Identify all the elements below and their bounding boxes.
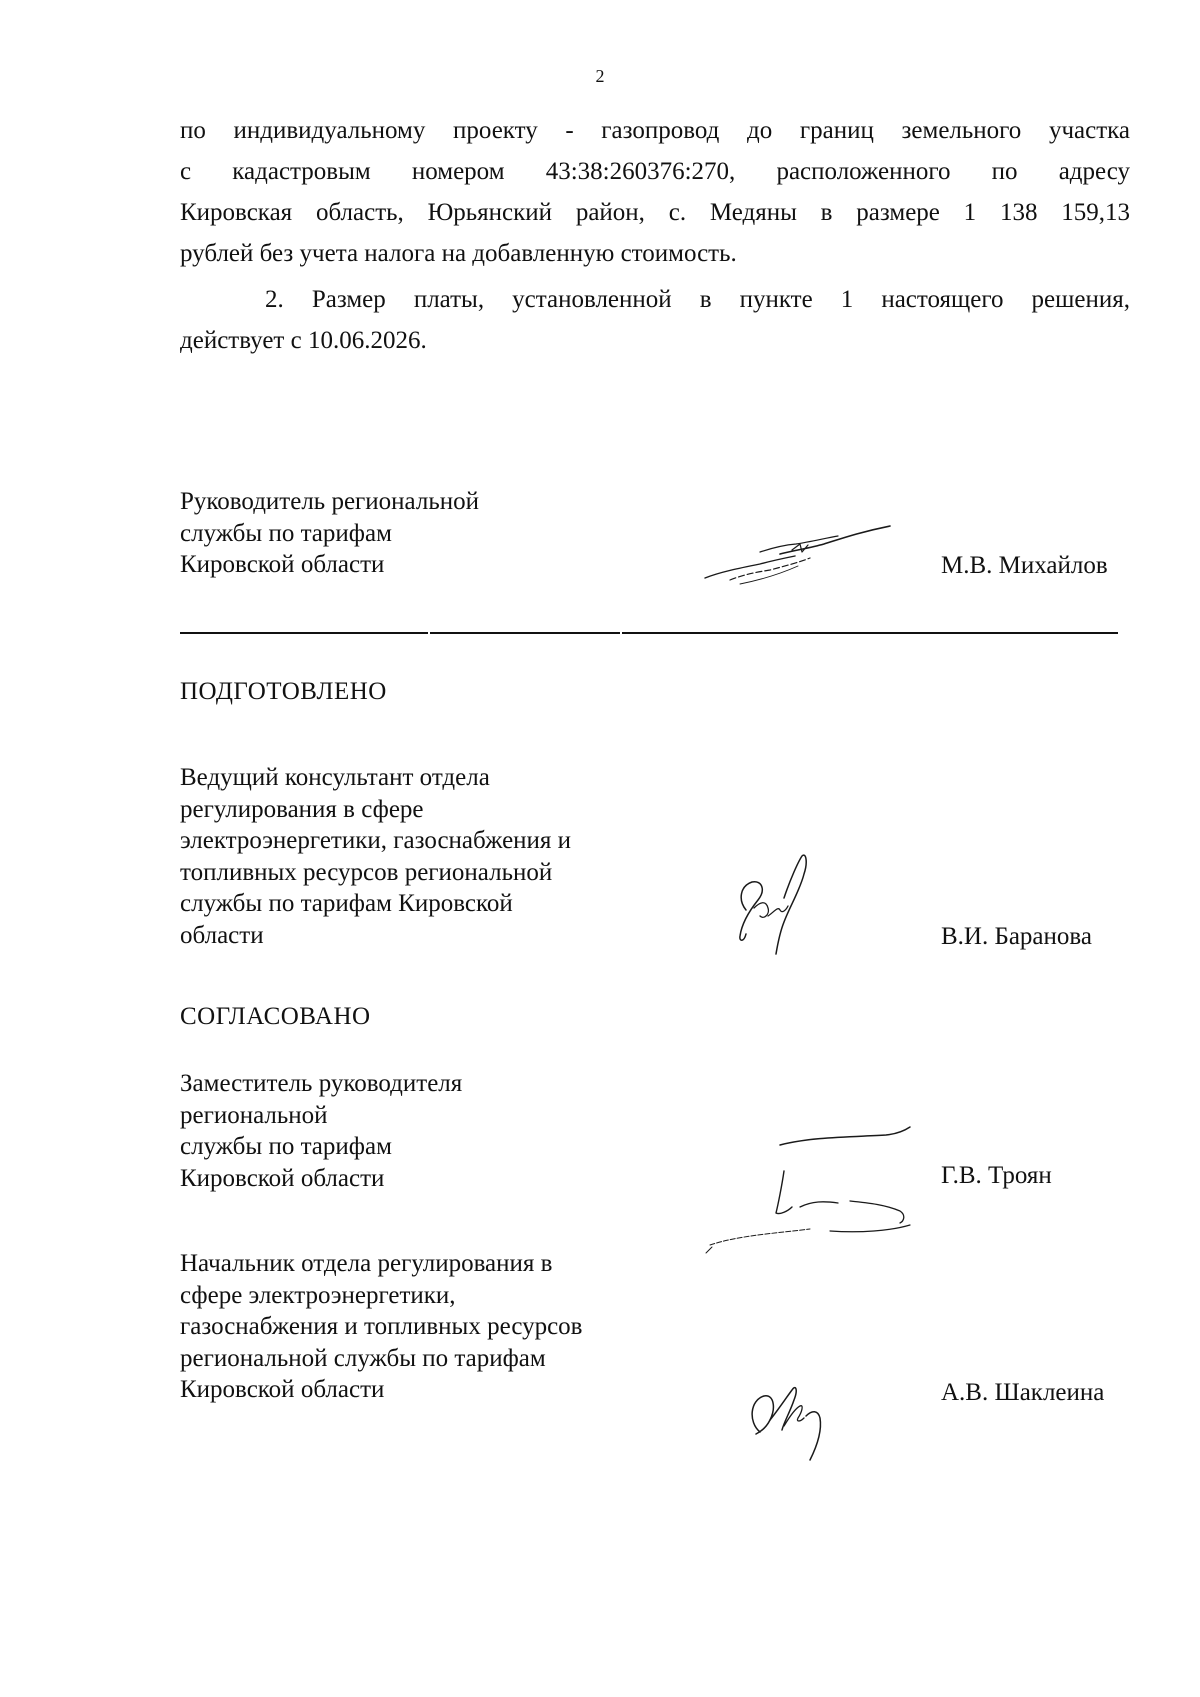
agreed-title-line: региональной <box>180 1101 328 1129</box>
prepared-name: В.И. Баранова <box>941 923 1092 950</box>
prepared-title-line: топливных ресурсов региональной <box>180 858 553 886</box>
signatory-title-line: Руководитель региональной <box>180 488 479 515</box>
signature-image <box>700 1055 940 1255</box>
prepared-title <box>180 762 571 951</box>
agreed-entry-1-name: Г.В. Троян <box>941 1162 1052 1189</box>
divider-line <box>180 632 428 634</box>
agreed-title-line: службы по тарифам <box>180 1133 392 1160</box>
prepared-title-line: регулирования в сфере <box>180 795 424 823</box>
agreed-title-line: региональной службы по тарифам <box>180 1344 546 1372</box>
agreed-title-line: Начальник отдела регулирования в <box>180 1250 553 1277</box>
agreed-title-line: газоснабжения и топливных ресурсов <box>180 1313 583 1340</box>
signature-image <box>700 520 900 630</box>
agreed-entry-2-name: А.В. Шаклеина <box>941 1379 1105 1406</box>
paragraph-line: рублей без учета налога на добавленную стоимость. <box>180 240 737 267</box>
divider-line <box>622 632 1118 634</box>
divider-line <box>430 632 620 634</box>
agreed-title-line: Заместитель руководителя <box>180 1070 463 1097</box>
signatory-title <box>180 486 479 581</box>
agreed-entry-2-title <box>180 1248 583 1406</box>
agreed-heading: СОГЛАСОВАНО <box>180 1003 371 1030</box>
prepared-title-line: области <box>180 921 264 949</box>
prepared-title-line: Ведущий консультант отдела <box>180 764 490 791</box>
paragraph-line: 2. Размер платы, установленной в пункте 1 настоящего решения, <box>265 286 1130 313</box>
signature-image <box>740 1360 850 1470</box>
signatory-name: М.В. Михайлов <box>941 552 1108 579</box>
page-number: 2 <box>595 66 605 86</box>
prepared-heading: ПОДГОТОВЛЕНО <box>180 678 387 705</box>
prepared-title-line: электроэнергетики, газоснабжения и <box>180 827 572 854</box>
paragraph-line: по индивидуальному проекту - газопровод до границ земельного участка <box>180 117 1130 144</box>
signatory-title-line: Кировской области <box>180 551 385 578</box>
signatory-title-line: службы по тарифам <box>180 519 392 547</box>
agreed-title-line: Кировской области <box>180 1164 385 1192</box>
agreed-title-line: Кировской области <box>180 1376 385 1403</box>
prepared-title-line: службы по тарифам Кировской <box>180 890 513 917</box>
paragraph-line: действует с 10.06.2026. <box>180 327 427 354</box>
agreed-entry-1-title <box>180 1068 462 1194</box>
paragraph-line: с кадастровым номером 43:38:260376:270, расположенного по адресу <box>180 158 1130 185</box>
paragraph-line: Кировская область, Юрьянский район, с. Медяны в размере 1 138 159,13 <box>180 199 1130 226</box>
signature-image <box>720 850 820 960</box>
agreed-title-line: сфере электроэнергетики, <box>180 1281 456 1309</box>
